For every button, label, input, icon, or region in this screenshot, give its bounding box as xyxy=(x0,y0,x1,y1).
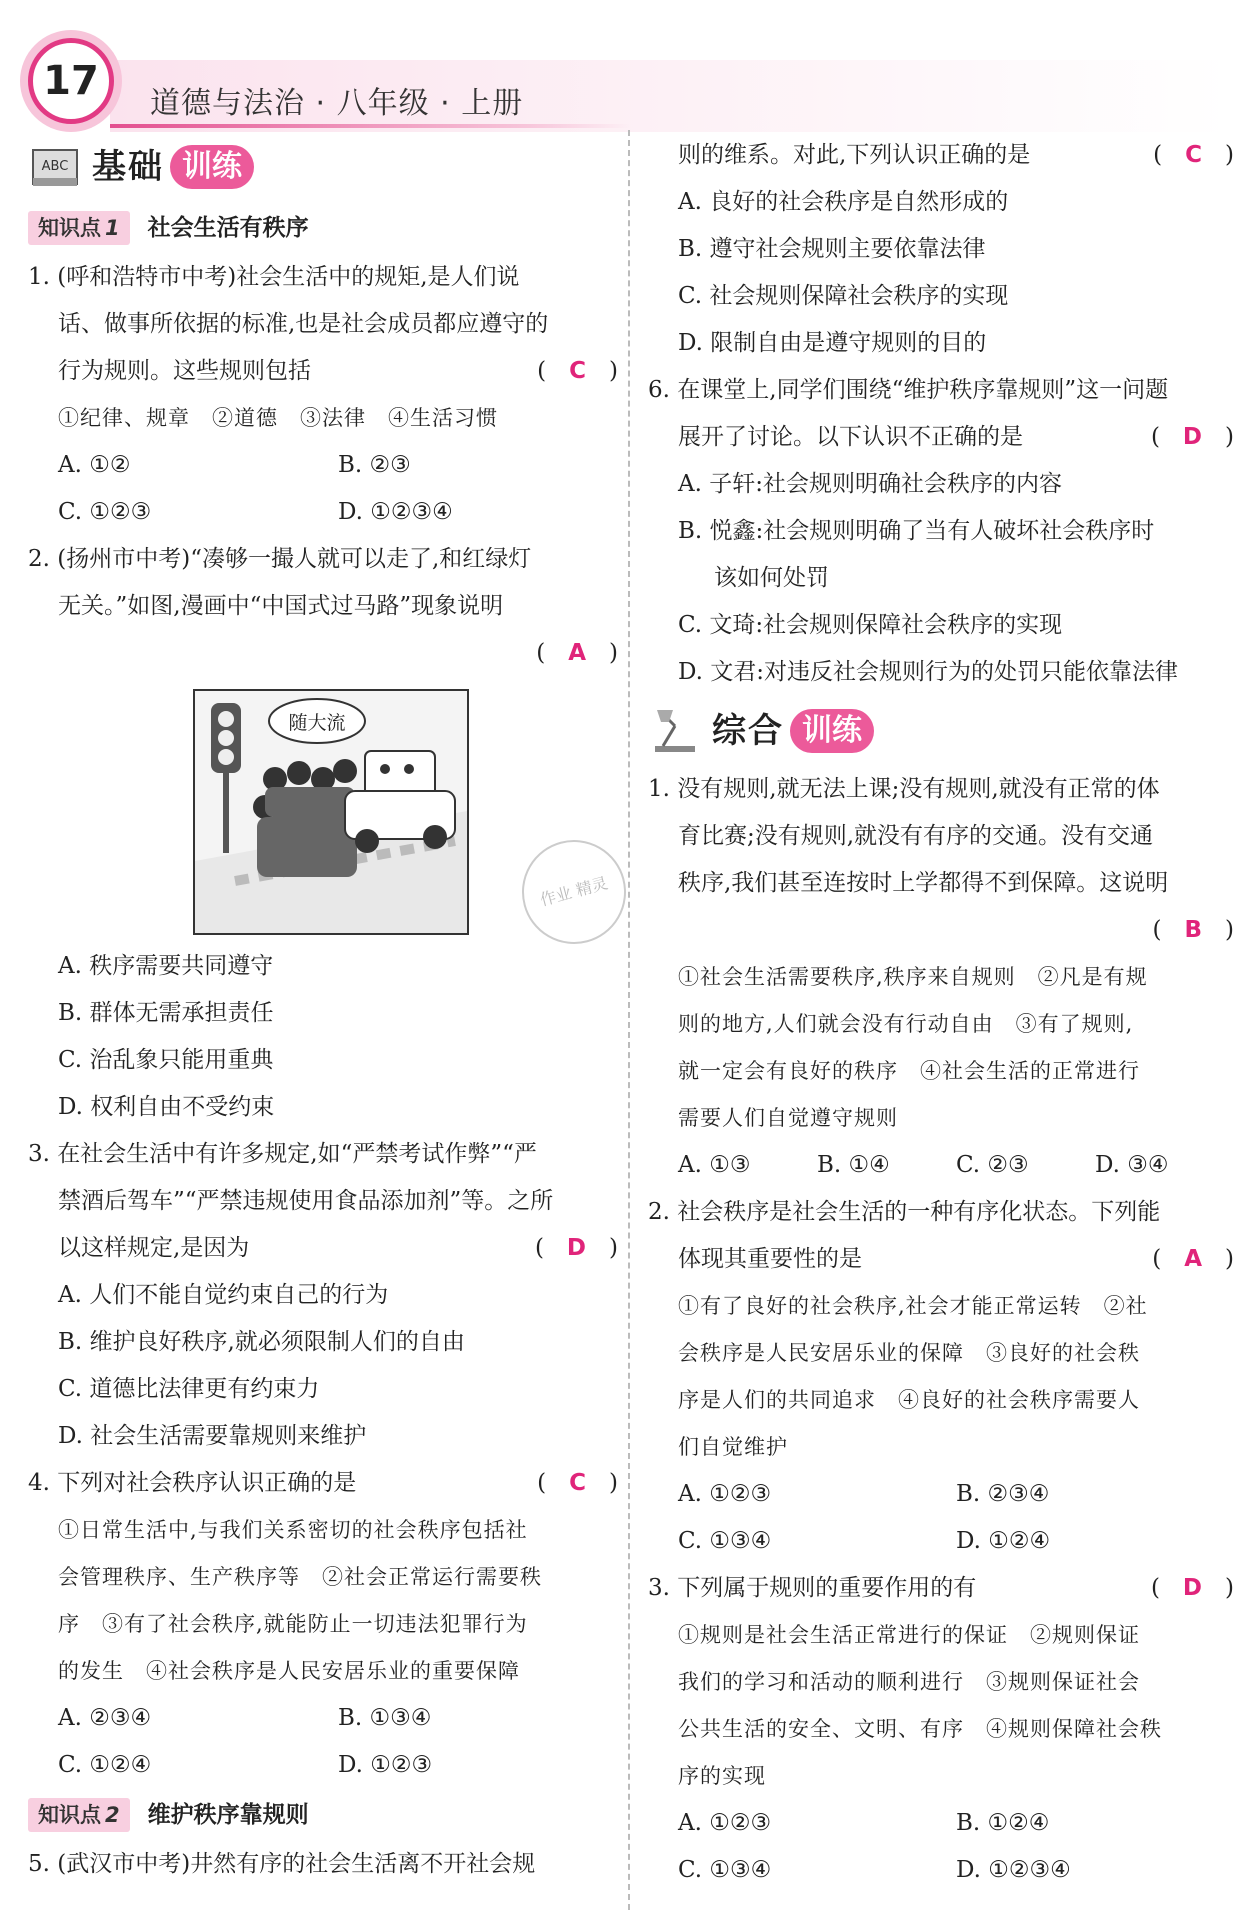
option-a: A. 秩序需要共同遵守 xyxy=(58,953,274,979)
option-c: C. ①②③ xyxy=(58,499,152,525)
option-b: B. ②③ xyxy=(338,452,411,478)
comprehensive-question-1 xyxy=(648,766,1234,1189)
question-text: 则的维系。对此,下列认识正确的是 ( C ) xyxy=(678,142,1234,168)
question-text: 4. 下列对社会秩序认识正确的是 ( C ) xyxy=(28,1470,618,1496)
answer: D xyxy=(1182,1575,1203,1601)
question-2 xyxy=(28,536,618,1131)
option-c: C. 治乱象只能用重典 xyxy=(58,1047,274,1073)
options-row xyxy=(648,1471,1234,1518)
question-3 xyxy=(28,1131,618,1460)
book-title: 道德与法治 · 八年级 · 上册 xyxy=(150,86,524,121)
options-row xyxy=(28,1742,618,1789)
question-1 xyxy=(28,254,618,536)
option-b: B. 遵守社会规则主要依靠法律 xyxy=(678,236,986,262)
book-abc-icon-text: ABC xyxy=(41,159,69,174)
question-text: 3. 下列属于规则的重要作用的有 ( D ) xyxy=(648,1575,1234,1601)
section-basic-training xyxy=(28,132,618,202)
option-a: A. 人们不能自觉约束自己的行为 xyxy=(58,1282,389,1308)
option-b: B. 群体无需承担责任 xyxy=(58,1000,274,1026)
option-c: C. ①③④ xyxy=(678,1857,772,1883)
page-number: 17 xyxy=(28,38,114,124)
statements: 需要人们自觉遵守规则 xyxy=(678,1106,898,1130)
option-c: C. ②③ xyxy=(956,1152,1029,1178)
section-title: 基础 xyxy=(92,146,164,187)
question-text: 5. (武汉市中考)井然有序的社会生活离不开社会规 xyxy=(28,1851,536,1877)
option-d: D. ①②③④ xyxy=(338,499,453,525)
answer: A xyxy=(1184,1246,1203,1272)
answer: D xyxy=(566,1235,587,1261)
statements: ①社会生活需要秩序,秩序来自规则 ②凡是有规 xyxy=(678,965,1148,989)
comprehensive-question-2 xyxy=(648,1189,1234,1565)
options-row xyxy=(28,1695,618,1742)
option-d: D. ①②③ xyxy=(338,1752,433,1778)
option-d: D. 权利自由不受约束 xyxy=(58,1094,275,1120)
left-column xyxy=(28,132,618,1888)
desk-lamp-icon xyxy=(648,707,704,755)
answer-row: ( A ) xyxy=(536,640,618,666)
question-text: 2. (扬州市中考)“凑够一撮人就可以走了,和红绿灯 xyxy=(28,546,532,572)
options-row xyxy=(648,1518,1234,1565)
option-d: D. ①②④ xyxy=(956,1528,1051,1554)
right-column xyxy=(648,132,1234,1894)
option-d: D. ③④ xyxy=(1095,1152,1169,1178)
section-accent: 训练 xyxy=(790,709,874,753)
watermark-stamp: 作业 精灵 xyxy=(510,828,637,955)
question-text: 2. 社会秩序是社会生活的一种有序化状态。下列能 xyxy=(648,1199,1161,1225)
answer: D xyxy=(1182,424,1203,450)
section-title: 综合 xyxy=(712,710,784,751)
option-b: B. ①④ xyxy=(817,1152,890,1178)
statements: 序是人们的共同追求 ④良好的社会秩序需要人 xyxy=(678,1388,1140,1412)
answer: C xyxy=(1185,142,1203,168)
options-row xyxy=(28,442,618,489)
question-text: 行为规则。这些规则包括 ( C ) xyxy=(58,358,618,384)
knowledge-point-tag: 知识点 2 xyxy=(28,1798,130,1832)
option-a: A. ①②③ xyxy=(678,1810,772,1836)
options-row xyxy=(648,1142,1234,1189)
answer: C xyxy=(569,358,587,384)
option-a: A. ①② xyxy=(58,452,131,478)
comic-illustration xyxy=(193,689,469,935)
option-d: D. 社会生活需要靠规则来维护 xyxy=(58,1423,367,1449)
option-d: D. 文君:对违反社会规则行为的处罚只能依靠法律 xyxy=(678,659,1178,685)
comprehensive-question-3 xyxy=(648,1565,1234,1894)
knowledge-point-title: 社会生活有秩序 xyxy=(147,214,309,241)
option-a: A. ①②③ xyxy=(678,1481,772,1507)
question-text: 禁酒后驾车”“严禁违规使用食品添加剂”等。之所 xyxy=(58,1188,554,1214)
question-5-start xyxy=(28,1841,618,1888)
statements: 的发生 ④社会秩序是人民安居乐业的重要保障 xyxy=(58,1659,520,1683)
option-b: B. 悦鑫:社会规则明确了当有人破坏社会秩序时 xyxy=(678,518,1155,544)
statements: 们自觉维护 xyxy=(678,1435,788,1459)
question-text: 1. (呼和浩特市中考)社会生活中的规矩,是人们说 xyxy=(28,264,520,290)
question-5-continued xyxy=(648,132,1234,367)
statements: 就一定会有良好的秩序 ④社会生活的正常进行 xyxy=(678,1059,1140,1083)
option-b: B. ①②④ xyxy=(956,1810,1050,1836)
knowledge-point-1 xyxy=(28,204,618,252)
question-4 xyxy=(28,1460,618,1789)
question-text: 6. 在课堂上,同学们围绕“维护秩序靠规则”这一问题 xyxy=(648,377,1169,403)
option-b: B. ①③④ xyxy=(338,1705,432,1731)
option-a: A. ①③ xyxy=(678,1152,751,1178)
knowledge-point-2 xyxy=(28,1791,618,1839)
statements: ①日常生活中,与我们关系密切的社会秩序包括社 xyxy=(58,1518,528,1542)
options-row xyxy=(648,1800,1234,1847)
question-text: 3. 在社会生活中有许多规定,如“严禁考试作弊”“严 xyxy=(28,1141,537,1167)
option-c: C. 道德比法律更有约束力 xyxy=(58,1376,320,1402)
statements: 序 ③有了社会秩序,就能防止一切违法犯罪行为 xyxy=(58,1612,528,1636)
question-text: 话、做事所依据的标准,也是社会成员都应遵守的 xyxy=(58,311,549,337)
knowledge-point-tag: 知识点 1 xyxy=(28,211,130,245)
option-a: A. 良好的社会秩序是自然形成的 xyxy=(678,189,1009,215)
knowledge-point-title: 维护秩序靠规则 xyxy=(147,1801,309,1828)
statements: ①纪律、规章 ②道德 ③法律 ④生活习惯 xyxy=(58,406,498,430)
section-accent: 训练 xyxy=(170,145,254,189)
section-comprehensive-training xyxy=(648,696,1234,766)
question-text: 展开了讨论。以下认识不正确的是 ( D ) xyxy=(678,424,1234,450)
answer: B xyxy=(1184,917,1203,943)
statements: 会管理秩序、生产秩序等 ②社会正常运行需要秩 xyxy=(58,1565,542,1589)
statements: ①规则是社会生活正常进行的保证 ②规则保证 xyxy=(678,1623,1140,1647)
book-abc-icon xyxy=(28,143,84,191)
answer: C xyxy=(569,1470,587,1496)
options-row xyxy=(648,1847,1234,1894)
option-c: C. 文琦:社会规则保障社会秩序的实现 xyxy=(678,612,1063,638)
statements: ①有了良好的社会秩序,社会才能正常运转 ②社 xyxy=(678,1294,1148,1318)
option-c: C. ①②④ xyxy=(58,1752,152,1778)
options-row xyxy=(28,489,618,536)
column-divider xyxy=(628,130,630,1910)
option-c: C. 社会规则保障社会秩序的实现 xyxy=(678,283,1009,309)
option-b: B. 维护良好秩序,就必须限制人们的自由 xyxy=(58,1329,465,1355)
question-text: 体现其重要性的是 ( A ) xyxy=(678,1246,1234,1272)
option-d: D. ①②③④ xyxy=(956,1857,1071,1883)
statements: 我们的学习和活动的顺利进行 ③规则保证社会 xyxy=(678,1670,1140,1694)
comic-bubble-text: 随大流 xyxy=(288,712,346,734)
header-underline xyxy=(110,124,630,128)
option-d: D. 限制自由是遵守规则的目的 xyxy=(678,330,987,356)
option-a: A. ②③④ xyxy=(58,1705,152,1731)
option-b: B. ②③④ xyxy=(956,1481,1050,1507)
statements: 序的实现 xyxy=(678,1764,766,1788)
question-text: 无关。”如图,漫画中“中国式过马路”现象说明 xyxy=(58,593,504,619)
question-text: 1. 没有规则,就无法上课;没有规则,就没有正常的体 xyxy=(648,776,1160,802)
question-text: 育比赛;没有规则,就没有有序的交通。没有交通 xyxy=(678,823,1154,849)
question-text: 秩序,我们甚至连按时上学都得不到保障。这说明 xyxy=(678,870,1169,896)
page-header xyxy=(0,0,1250,135)
option-c: C. ①③④ xyxy=(678,1528,772,1554)
answer: A xyxy=(568,640,587,666)
question-6 xyxy=(648,367,1234,696)
option-a: A. 子轩:社会规则明确社会秩序的内容 xyxy=(678,471,1062,497)
answer-row: ( B ) xyxy=(1152,917,1234,943)
statements: 则的地方,人们就会没有行动自由 ③有了规则, xyxy=(678,1012,1134,1036)
statements: 会秩序是人民安居乐业的保障 ③良好的社会秩 xyxy=(678,1341,1140,1365)
statements: 公共生活的安全、文明、有序 ④规则保障社会秩 xyxy=(678,1717,1162,1741)
question-text: 以这样规定,是因为 ( D ) xyxy=(58,1235,618,1261)
option-b-cont: 该如何处罚 xyxy=(714,565,829,591)
